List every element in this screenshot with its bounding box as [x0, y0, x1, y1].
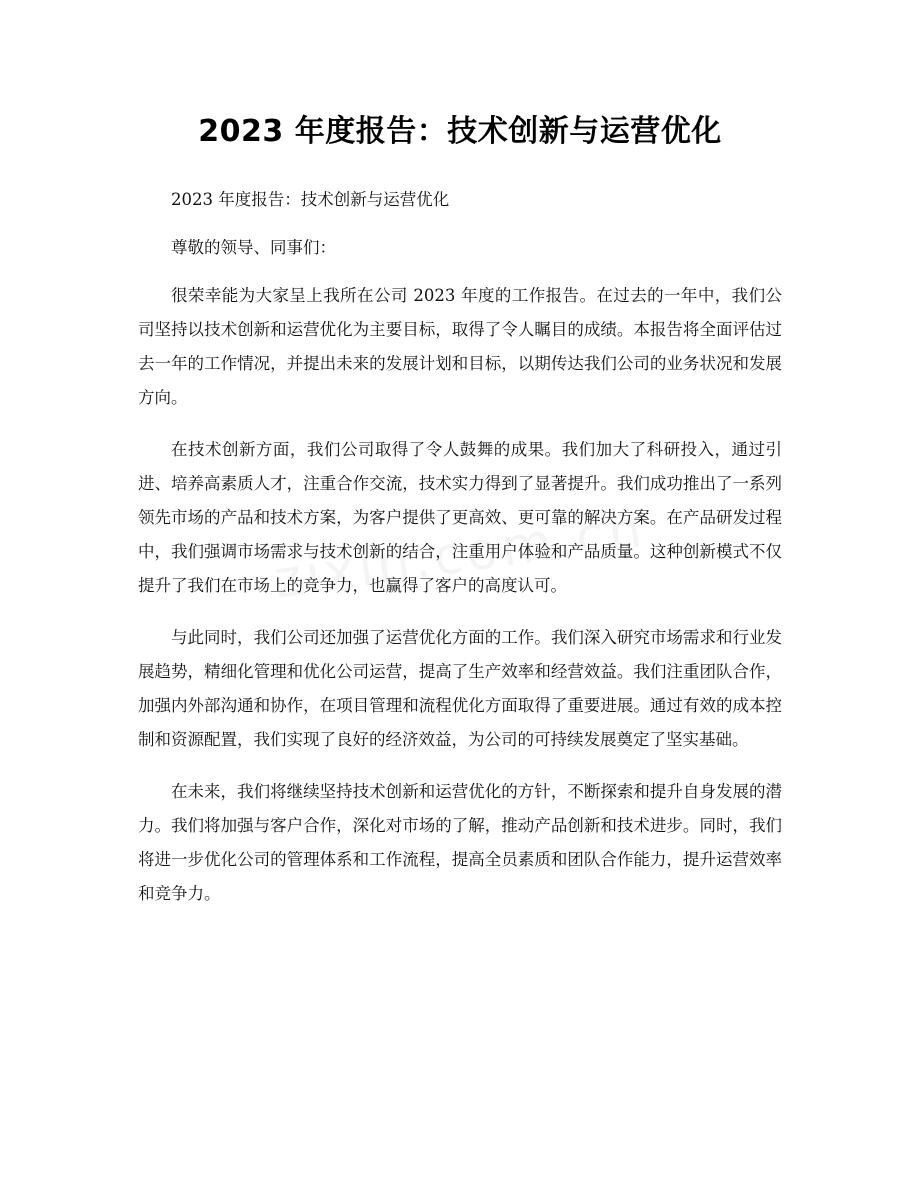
subtitle-line: 2023 年度报告：技术创新与运营优化 — [171, 190, 450, 209]
paragraph-intro: 很荣幸能为大家呈上我所在公司 2023 年度的工作报告。在过去的一年中，我们公司坚持以技术创新和运营优化为主要目标，取得了令人瞩目的成绩。本报告将全面评估过去一年的工作情况，并提出未来的发展计划和目标，以期传达我们公司的业务状况和发展方向。 — [138, 286, 782, 407]
paragraph-operations: 与此同时，我们公司还加强了运营优化方面的工作。我们深入研究市场需求和行业发展趋势，精细化管理和优化公司运营，提高了生产效率和经营效益。我们注重团队合作，加强内外部沟通和协作，在项目管理和流程优化方面取得了重要进展。通过有效的成本控制和资源配置，我们实现了良好的经济效益，为公司的可持续发展奠定了坚实基础。 — [138, 628, 782, 749]
document-title: 2023 年度报告：技术创新与运营优化 — [198, 114, 722, 149]
paragraph-future: 在未来，我们将继续坚持技术创新和运营优化的方针，不断探索和提升自身发展的潜力。我们将加强与客户合作，深化对市场的了解，推动产品创新和技术进步。同时，我们将进一步优化公司的管理体系和工作流程，提高全员素质和团队合作能力，提升运营效率和竞争力。 — [138, 782, 782, 903]
document-body — [138, 183, 782, 929]
paragraph-tech-innovation: 在技术创新方面，我们公司取得了令人鼓舞的成果。我们加大了科研投入，通过引进、培养高素质人才，注重合作交流，技术实力得到了显著提升。我们成功推出了一系列领先市场的产品和技术方案，为客户提供了更高效、更可靠的解决方案。在产品研发过程中，我们强调市场需求与技术创新的结合，注重用户体验和产品质量。这种创新模式不仅提升了我们在市场上的竞争力，也赢得了客户的高度认可。 — [138, 440, 782, 595]
salutation: 尊敬的领导、同事们： — [171, 238, 336, 257]
